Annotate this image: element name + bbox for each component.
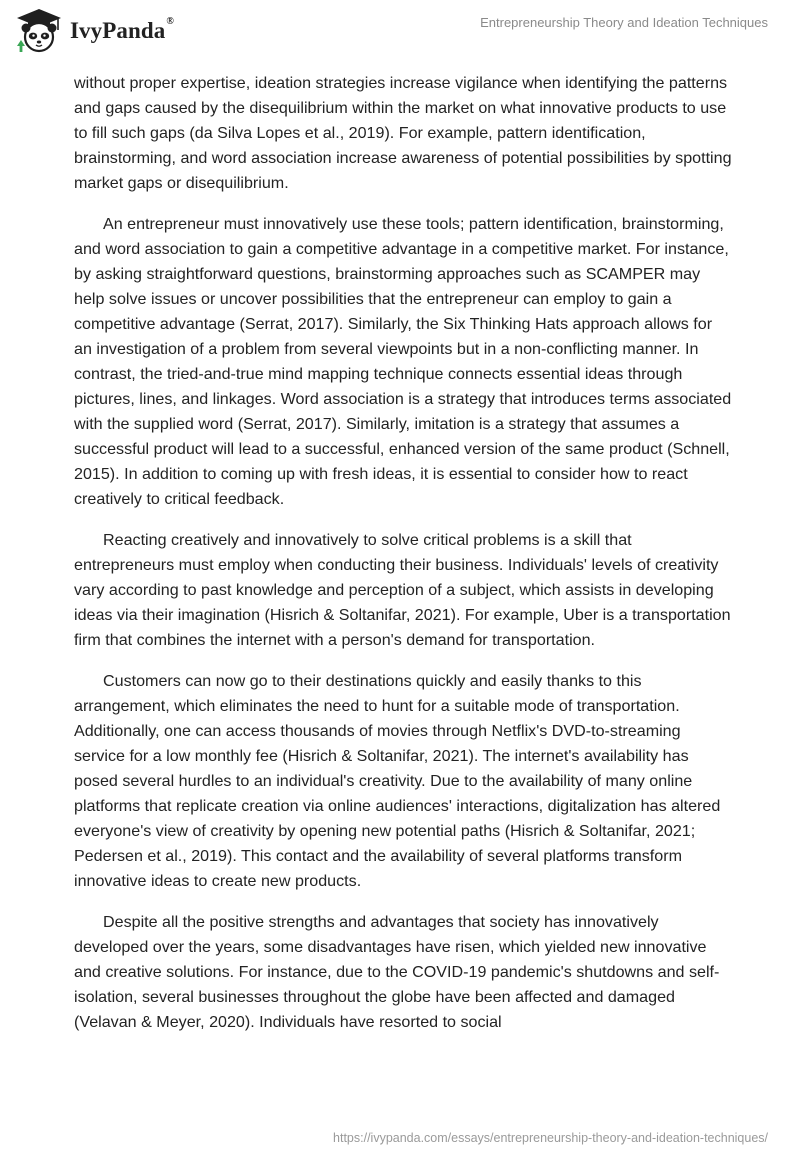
paragraph-3: Reacting creatively and innovatively to solve critical problems is a skill that entrepreneurs must employ when conducting their business. Individuals' levels of creativity vary according to past knowledge and perception of a subject, which assists in developing ideas via their imagination (Hisrich & Soltanifar, 2021). For example, Uber is a transportation firm that combines the internet with a person's demand for transportation. <box>74 531 731 649</box>
footer-url[interactable]: https://ivypanda.com/essays/entrepreneurship-theory-and-ideation-techniques/ <box>333 1131 768 1145</box>
page-header <box>0 0 800 66</box>
brand-logo[interactable] <box>14 8 174 54</box>
registered-mark: ® <box>166 16 174 27</box>
essay-body <box>74 71 734 1051</box>
brand-name: IvyPanda® <box>70 16 174 43</box>
paragraph-1: without proper expertise, ideation strategies increase vigilance when identifying the patterns and gaps caused by the disequilibrium within the market on what innovative products to use to fill such gaps (da Silva Lopes et al., 2019). For example, pattern identification, brainstorming, and word association increase awareness of potential possibilities by spotting market gaps or disequilibrium. <box>74 74 732 192</box>
paragraph-5: Despite all the positive strengths and advantages that society has innovatively developed over the years, some disadvantages have risen, which yielded new innovative and creative solutions. For instance, due to the COVID-19 pandemic's shutdowns and self-isolation, several businesses throughout the globe have been affected and damaged (Velavan & Meyer, 2020). Individuals have resorted to social <box>74 913 720 1031</box>
panda-graduate-icon <box>14 8 64 54</box>
paragraph-2: An entrepreneur must innovatively use these tools; pattern identification, brainstorming, and word association to gain a competitive advantage in a competitive market. For instance, by asking straightforward questions, brainstorming approaches such as SCAMPER may help solve issues or uncover possibilities that the entrepreneur can employ to gain a competitive advantage (Serrat, 2017). Similarly, the Six Thinking Hats approach allows for an investigation of a problem from several viewpoints but in a non-conflicting manner. In contrast, the tried-and-true mind mapping technique connects essential ideas through pictures, lines, and linkages. Word association is a strategy that introduces terms associated with the supplied word (Serrat, 2017). Similarly, imitation is a strategy that assumes a successful product will lead to a successful, enhanced version of the same product (Schnell, 2015). In addition to coming up with fresh ideas, it is essential to consider how to react creatively to critical feedback. <box>74 215 732 508</box>
paragraph-4: Customers can now go to their destinations quickly and easily thanks to this arrangement, which eliminates the need to hunt for a suitable mode of transportation. Additionally, one can access thousands of movies through Netflix's DVD-to-streaming service for a low monthly fee (Hisrich & Soltanifar, 2021). The internet's availability has posed several hurdles to an individual's creativity. Due to the availability of many online platforms that replicate creation via online audiences' interactions, digitalization has altered everyone's view of creativity by opening new potential paths (Hisrich & Soltanifar, 2021; Pedersen et al., 2019). This contact and the availability of several platforms transform innovative ideas to create new products. <box>74 672 721 890</box>
document-title: Entrepreneurship Theory and Ideation Techniques <box>480 15 768 30</box>
